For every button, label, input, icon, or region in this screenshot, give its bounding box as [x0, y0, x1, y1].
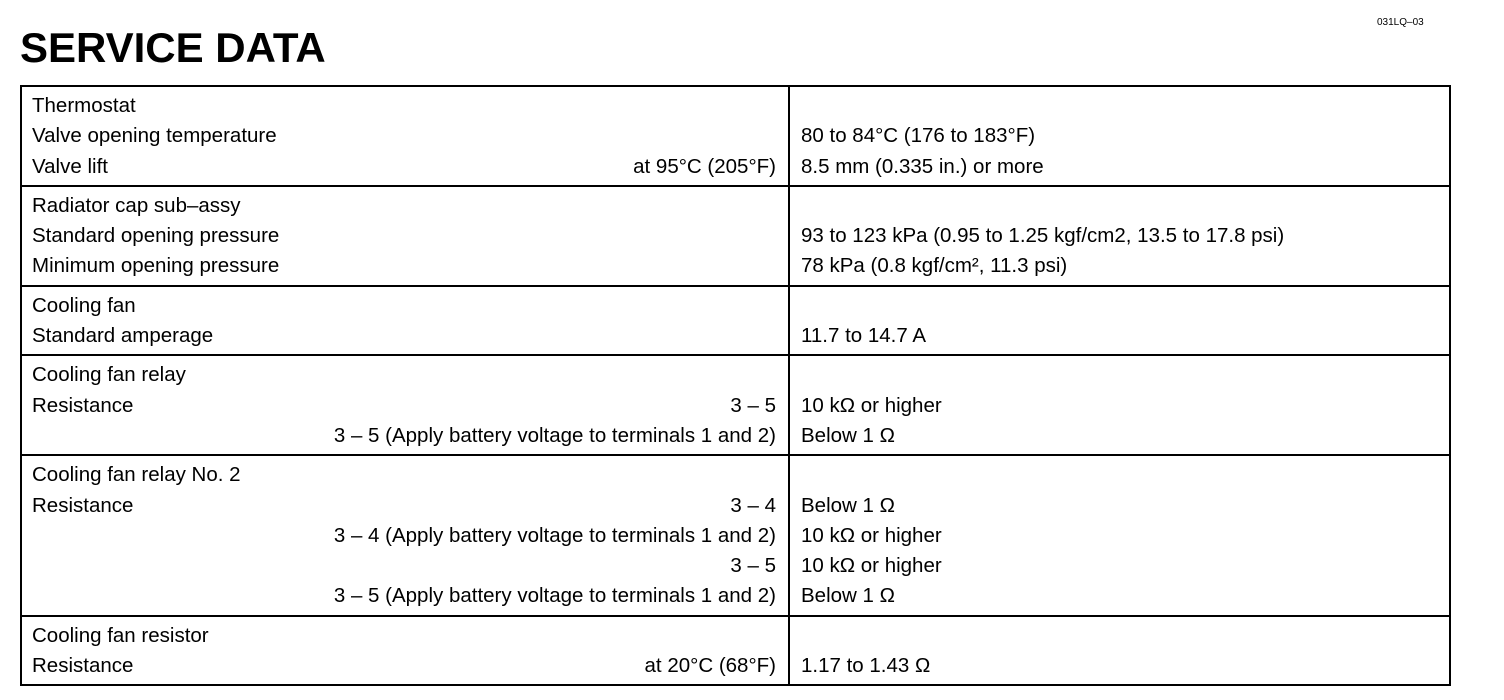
spec-row-item [32, 491, 776, 521]
group-heading-spacer [801, 360, 1439, 390]
spec-condition: at 20°C (68°F) [644, 654, 776, 678]
service-data-table [20, 85, 1451, 686]
spec-value: 1.17 to 1.43 Ω [801, 654, 931, 678]
spec-label: Standard opening pressure [32, 224, 280, 248]
spec-row-item [32, 421, 776, 451]
spec-label: Resistance [32, 654, 134, 678]
spec-label: Standard amperage [32, 324, 214, 348]
group-heading: Cooling fan relay [32, 363, 186, 387]
group-heading: Cooling fan resistor [32, 623, 209, 647]
group-heading: Thermostat [32, 94, 136, 117]
spec-condition: 3 – 5 [730, 554, 776, 578]
spec-value: Below 1 Ω [801, 584, 895, 608]
spec-condition: at 95°C (205°F) [633, 154, 776, 178]
spec-group [22, 285, 1449, 355]
spec-group [22, 454, 1449, 614]
group-heading-spacer [801, 191, 1439, 221]
spec-value: 8.5 mm (0.335 in.) or more [801, 154, 1044, 178]
spec-value-column [790, 187, 1449, 285]
spec-value: 78 kPa (0.8 kgf/cm², 11.3 psi) [801, 254, 1068, 278]
spec-value: 93 to 123 kPa (0.95 to 1.25 kgf/cm2, 13.5 to 17.8 psi) [801, 224, 1285, 248]
spec-row-item [32, 551, 776, 581]
spec-label: Resistance [32, 493, 134, 517]
spec-condition: 3 – 5 (Apply battery voltage to terminals 1 and 2) [333, 423, 776, 447]
spec-row-item [32, 581, 776, 611]
spec-value: 10 kΩ or higher [801, 393, 942, 417]
spec-row-item [32, 651, 776, 681]
group-heading: Cooling fan relay No. 2 [32, 463, 241, 487]
spec-value: 10 kΩ or higher [801, 523, 942, 547]
spec-label: Minimum opening pressure [32, 254, 280, 278]
spec-row-item [32, 221, 776, 251]
spec-row-item [32, 321, 776, 351]
spec-condition: 3 – 5 (Apply battery voltage to terminals 1 and 2) [333, 584, 776, 608]
spec-row-item [32, 121, 776, 151]
spec-label: Resistance [32, 393, 134, 417]
spec-value-column [790, 87, 1449, 185]
spec-value: 10 kΩ or higher [801, 554, 942, 578]
spec-condition: 3 – 4 (Apply battery voltage to terminals 1 and 2) [333, 523, 776, 547]
group-heading-spacer [801, 621, 1439, 651]
spec-value-column [790, 456, 1449, 614]
page-title: SERVICE DATA [20, 24, 326, 71]
spec-group [22, 185, 1449, 285]
spec-item-column [22, 287, 790, 355]
spec-value: Below 1 Ω [801, 493, 895, 517]
group-heading: Radiator cap sub–assy [32, 193, 241, 217]
spec-item-column [22, 617, 790, 685]
spec-group [22, 615, 1449, 685]
spec-item-column [22, 87, 790, 185]
group-heading: Cooling fan [32, 293, 136, 317]
spec-value: Below 1 Ω [801, 423, 895, 447]
spec-value-column [790, 287, 1449, 355]
group-heading-spacer [801, 291, 1439, 321]
spec-row-item [32, 152, 776, 182]
group-heading-spacer [801, 460, 1439, 490]
spec-item-column [22, 356, 790, 454]
document-code: 031LQ–03 [1377, 17, 1424, 28]
spec-value-column [790, 617, 1449, 685]
spec-label: Valve lift [32, 154, 108, 178]
spec-condition: 3 – 5 [730, 393, 776, 417]
spec-label: Valve opening temperature [32, 124, 277, 148]
spec-value: 80 to 84°C (176 to 183°F) [801, 124, 1036, 148]
spec-row-item [32, 521, 776, 551]
spec-group [22, 87, 1449, 185]
spec-item-column [22, 187, 790, 285]
spec-row-item [32, 391, 776, 421]
spec-row-item [32, 251, 776, 281]
spec-value: 11.7 to 14.7 A [801, 324, 927, 348]
spec-group [22, 354, 1449, 454]
spec-value-column [790, 356, 1449, 454]
spec-item-column [22, 456, 790, 614]
spec-condition: 3 – 4 [730, 493, 776, 517]
group-heading-spacer [801, 91, 1439, 121]
